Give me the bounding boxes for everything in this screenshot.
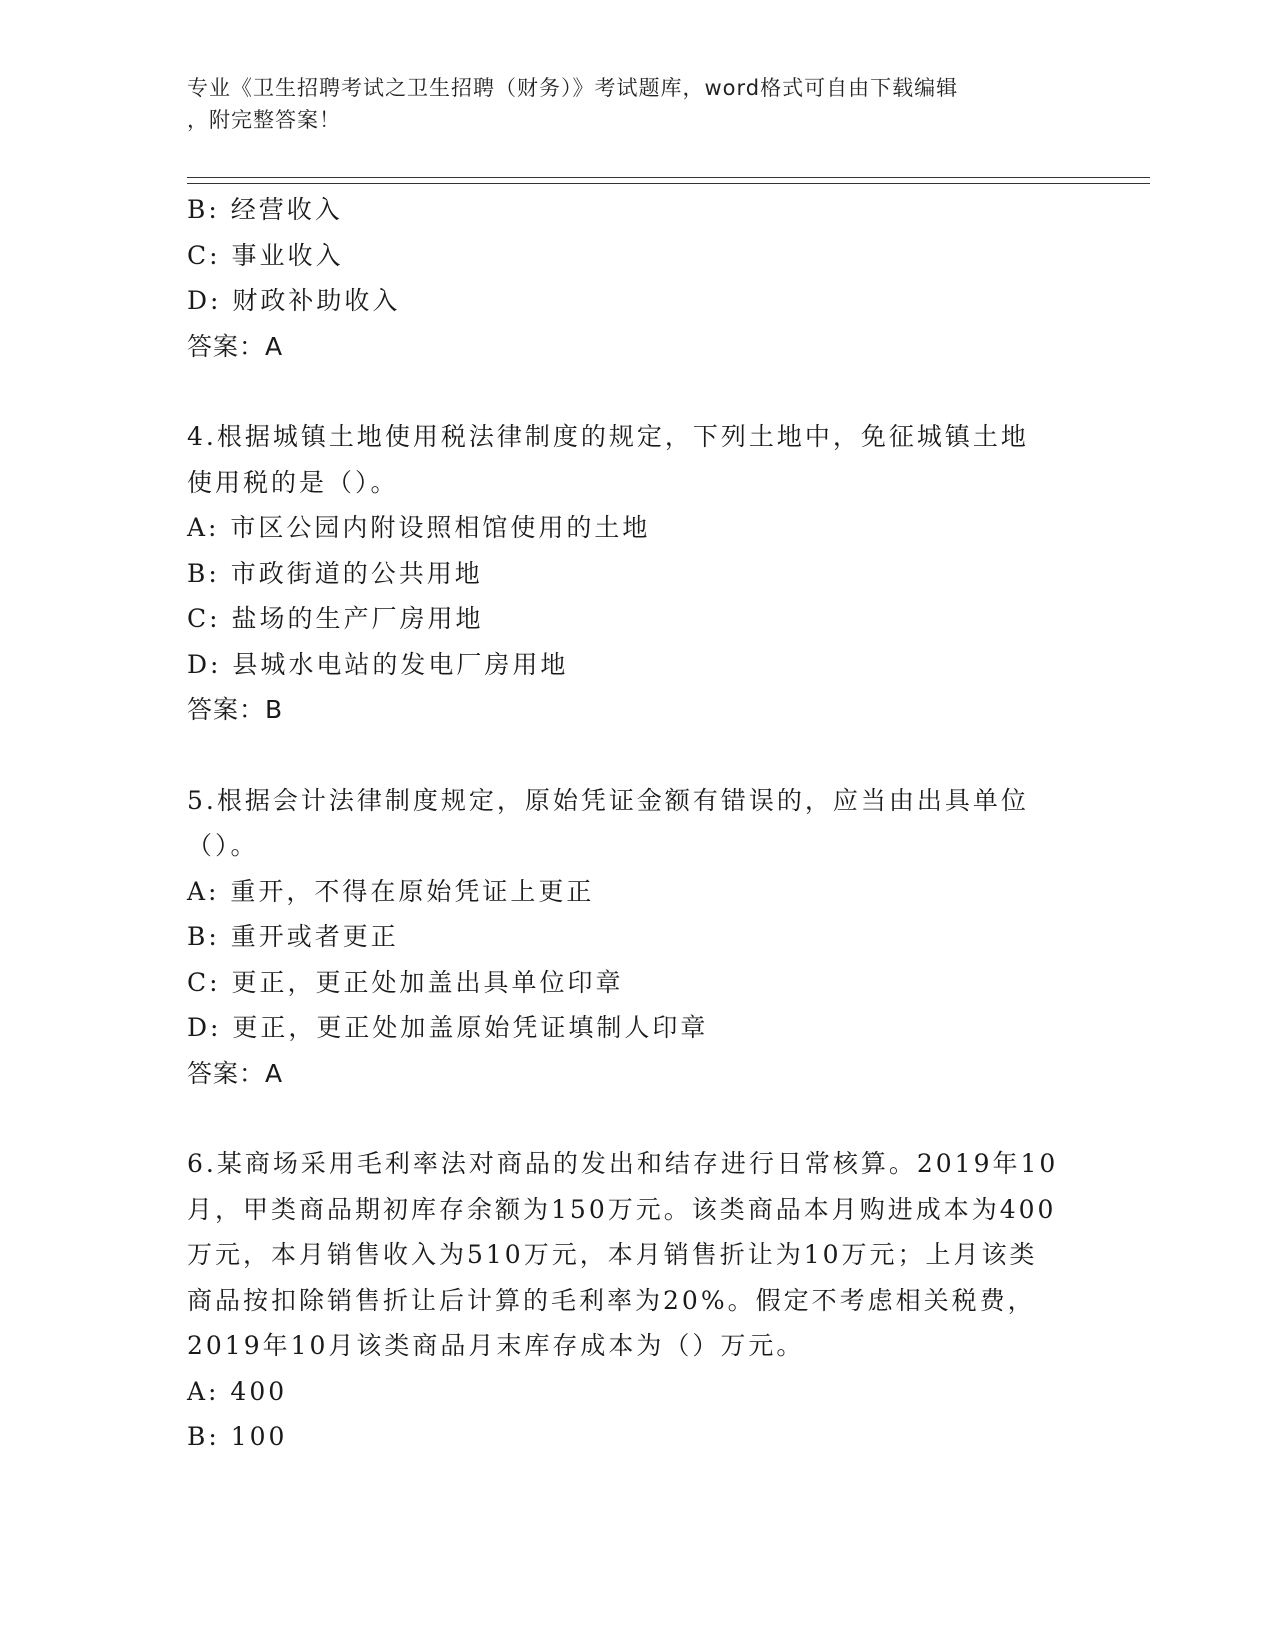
question-5 bbox=[187, 778, 1087, 1097]
q4-option-a: A: 市区公园内附设照相馆使用的土地 bbox=[187, 513, 651, 542]
q6-stem-line: 6.某商场采用毛利率法对商品的发出和结存进行日常核算。2019年10 bbox=[187, 1149, 1059, 1178]
q6-stem-line: 月，甲类商品期初库存余额为150万元。该类商品本月购进成本为400 bbox=[187, 1194, 1057, 1224]
q3-answer: 答案：A bbox=[187, 331, 284, 361]
q4-option-c: C: 盐场的生产厂房用地 bbox=[187, 604, 484, 633]
q4-option-d: D: 县城水电站的发电厂房用地 bbox=[187, 649, 569, 679]
q6-option-b: B: 100 bbox=[187, 1422, 288, 1451]
question-6 bbox=[187, 1141, 1087, 1460]
question-4 bbox=[187, 414, 1087, 733]
page-header bbox=[187, 72, 1087, 136]
q5-option-c: C: 更正，更正处加盖出具单位印章 bbox=[187, 967, 624, 997]
q5-stem-line: （）。 bbox=[187, 831, 259, 860]
q6-stem-line: 万元，本月销售收入为510万元，本月销售折让为10万元；上月该类 bbox=[187, 1240, 1038, 1269]
q3-option-b: B: 经营收入 bbox=[187, 195, 343, 224]
q5-answer: 答案：A bbox=[187, 1058, 284, 1088]
q3-option-d: D: 财政补助收入 bbox=[187, 286, 401, 315]
q5-option-a: A: 重开，不得在原始凭证上更正 bbox=[187, 876, 595, 906]
q4-stem bbox=[187, 414, 1087, 505]
header-line-2: ，附完整答案！ bbox=[187, 108, 341, 132]
q4-stem-line: 使用税的是（）。 bbox=[187, 467, 399, 497]
q5-stem-line: 5.根据会计法律制度规定，原始凭证金额有错误的，应当由出具单位 bbox=[187, 785, 1029, 815]
q5-option-d: D: 更正，更正处加盖原始凭证填制人印章 bbox=[187, 1013, 709, 1042]
q6-option-a: A: 400 bbox=[187, 1376, 288, 1406]
q4-answer: 答案：B bbox=[187, 695, 284, 724]
question-3-tail bbox=[187, 187, 1087, 369]
q4-stem-line: 4.根据城镇土地使用税法律制度的规定，下列土地中，免征城镇土地 bbox=[187, 422, 1029, 451]
q6-stem-line: 商品按扣除销售折让后计算的毛利率为20%。假定不考虑相关税费， bbox=[187, 1285, 1036, 1315]
q5-stem bbox=[187, 778, 1087, 869]
q4-option-b: B: 市政街道的公共用地 bbox=[187, 558, 483, 588]
q3-option-c: C: 事业收入 bbox=[187, 240, 344, 270]
q6-stem-line: 2019年10月该类商品月末库存成本为（）万元。 bbox=[187, 1331, 805, 1360]
q6-stem bbox=[187, 1141, 1087, 1369]
q5-option-b: B: 重开或者更正 bbox=[187, 922, 399, 951]
header-line-1: 专业《卫生招聘考试之卫生招聘（财务）》考试题库，word格式可自由下载编辑 bbox=[187, 76, 959, 100]
header-divider bbox=[187, 177, 1150, 184]
document-body bbox=[187, 187, 1087, 1460]
